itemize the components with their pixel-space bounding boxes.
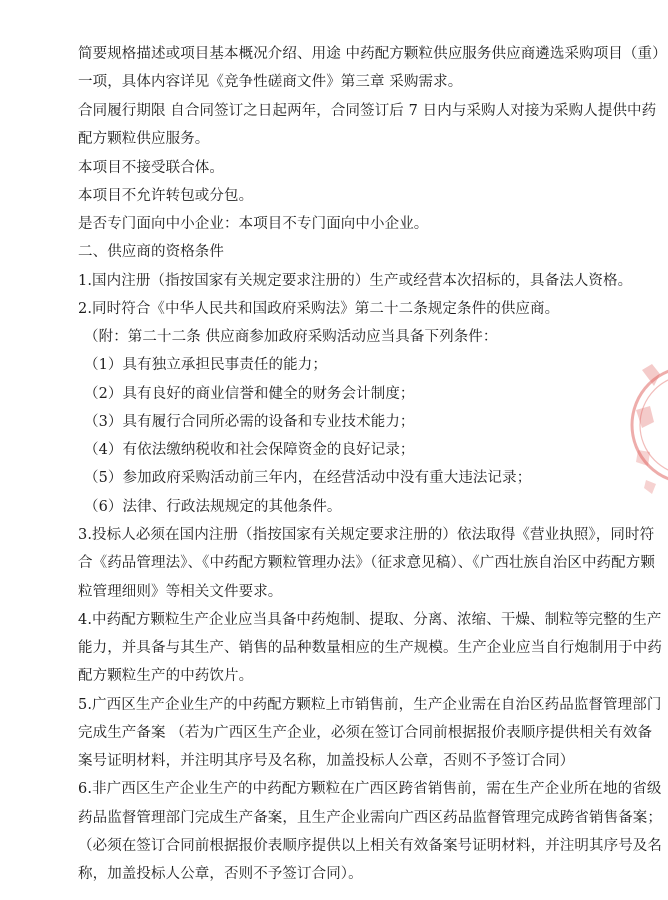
seal-stamp-icon [628, 340, 668, 510]
text-line: 2.同时符合《中华人民共和国政府采购法》第二十二条规定条件的供应商。 [78, 301, 560, 317]
text-line: （3）具有履行合同所必需的设备和专业技术能力； [84, 414, 415, 430]
text-line: 配方颗粒供应服务。 [78, 131, 210, 147]
text-line: 5.广西区生产企业生产的中药配方颗粒上市销售前，生产企业需在自治区药品监督管理部门 [78, 697, 662, 713]
text-line: （必须在签订合同前根据报价表顺序提供以上相关有效备案号证明材料，并注明其序号及名 [78, 838, 662, 854]
text-line: 配方颗粒生产的中药饮片。 [78, 668, 254, 684]
text-line: 是否专门面向中小企业：本项目不专门面向中小企业。 [78, 216, 429, 232]
text-line: 案号证明材料，并注明其序号及名称，加盖投标人公章，否则不予签订合同） [78, 753, 575, 769]
text-line: 本项目不允许转包或分包。 [78, 188, 254, 204]
text-line: 粒管理细则》等相关文件要求。 [78, 584, 283, 600]
text-line: （4）有依法缴纳税收和社会保障资金的良好记录； [84, 442, 415, 458]
text-line: 3.投标人必须在国内注册（指按国家有关规定要求注册的）依法取得《营业执照》，同时符 [78, 527, 655, 543]
text-line: 6.非广西区生产企业生产的中药配方颗粒在广西区跨省销售前，需在生产企业所在地的省级 [78, 781, 662, 797]
text-line: 二、供应商的资格条件 [78, 244, 224, 260]
text-line: 4.中药配方颗粒生产企业应当具备中药炮制、提取、分离、浓缩、干燥、制粒等完整的生产 [78, 612, 662, 628]
text-line: 1.国内注册（指按国家有关规定要求注册的）生产或经营本次招标的，具备法人资格。 [78, 273, 633, 289]
text-line: （6）法律、行政法规规定的其他条件。 [84, 499, 342, 515]
text-line: 简要规格描述或项目基本概况介绍、用途 中药配方颗粒供应服务供应商遴选采购项目（重） [78, 46, 667, 62]
text-line: 合《药品管理法》、《中药配方颗粒管理办法》（征求意见稿）、《广西壮族自治区中药配方颗 [78, 555, 655, 571]
text-line: 称，加盖投标人公章，否则不予签订合同）。 [78, 866, 363, 882]
text-line: （1）具有独立承担民事责任的能力； [84, 357, 327, 373]
text-line: 合同履行期限 自合同签订之日起两年，合同签订后 7 日内与采购人对接为采购人提供中药 [78, 103, 657, 119]
text-line: 药品监督管理部门完成生产备案，且生产企业需向广西区药品监督管理完成跨省销售备案； [78, 810, 662, 826]
text-line: （5）参加政府采购活动前三年内，在经营活动中没有重大违法记录； [84, 470, 532, 486]
text-line: （附：第二十二条 供应商参加政府采购活动应当具备下列条件： [84, 329, 498, 345]
text-line: （2）具有良好的商业信誉和健全的财务会计制度； [84, 386, 415, 402]
text-line: 能力，并具备与其生产、销售的品种数量相应的生产规模。生产企业应当自行炮制用于中药 [78, 640, 662, 656]
text-line: 本项目不接受联合体。 [78, 160, 224, 176]
text-line: 完成生产备案 （若为广西区生产企业，必须在签订合同前根据报价表顺序提供相关有效备 [78, 725, 653, 741]
text-line: 一项，具体内容详见《竞争性磋商文件》第三章 采购需求。 [78, 74, 463, 90]
